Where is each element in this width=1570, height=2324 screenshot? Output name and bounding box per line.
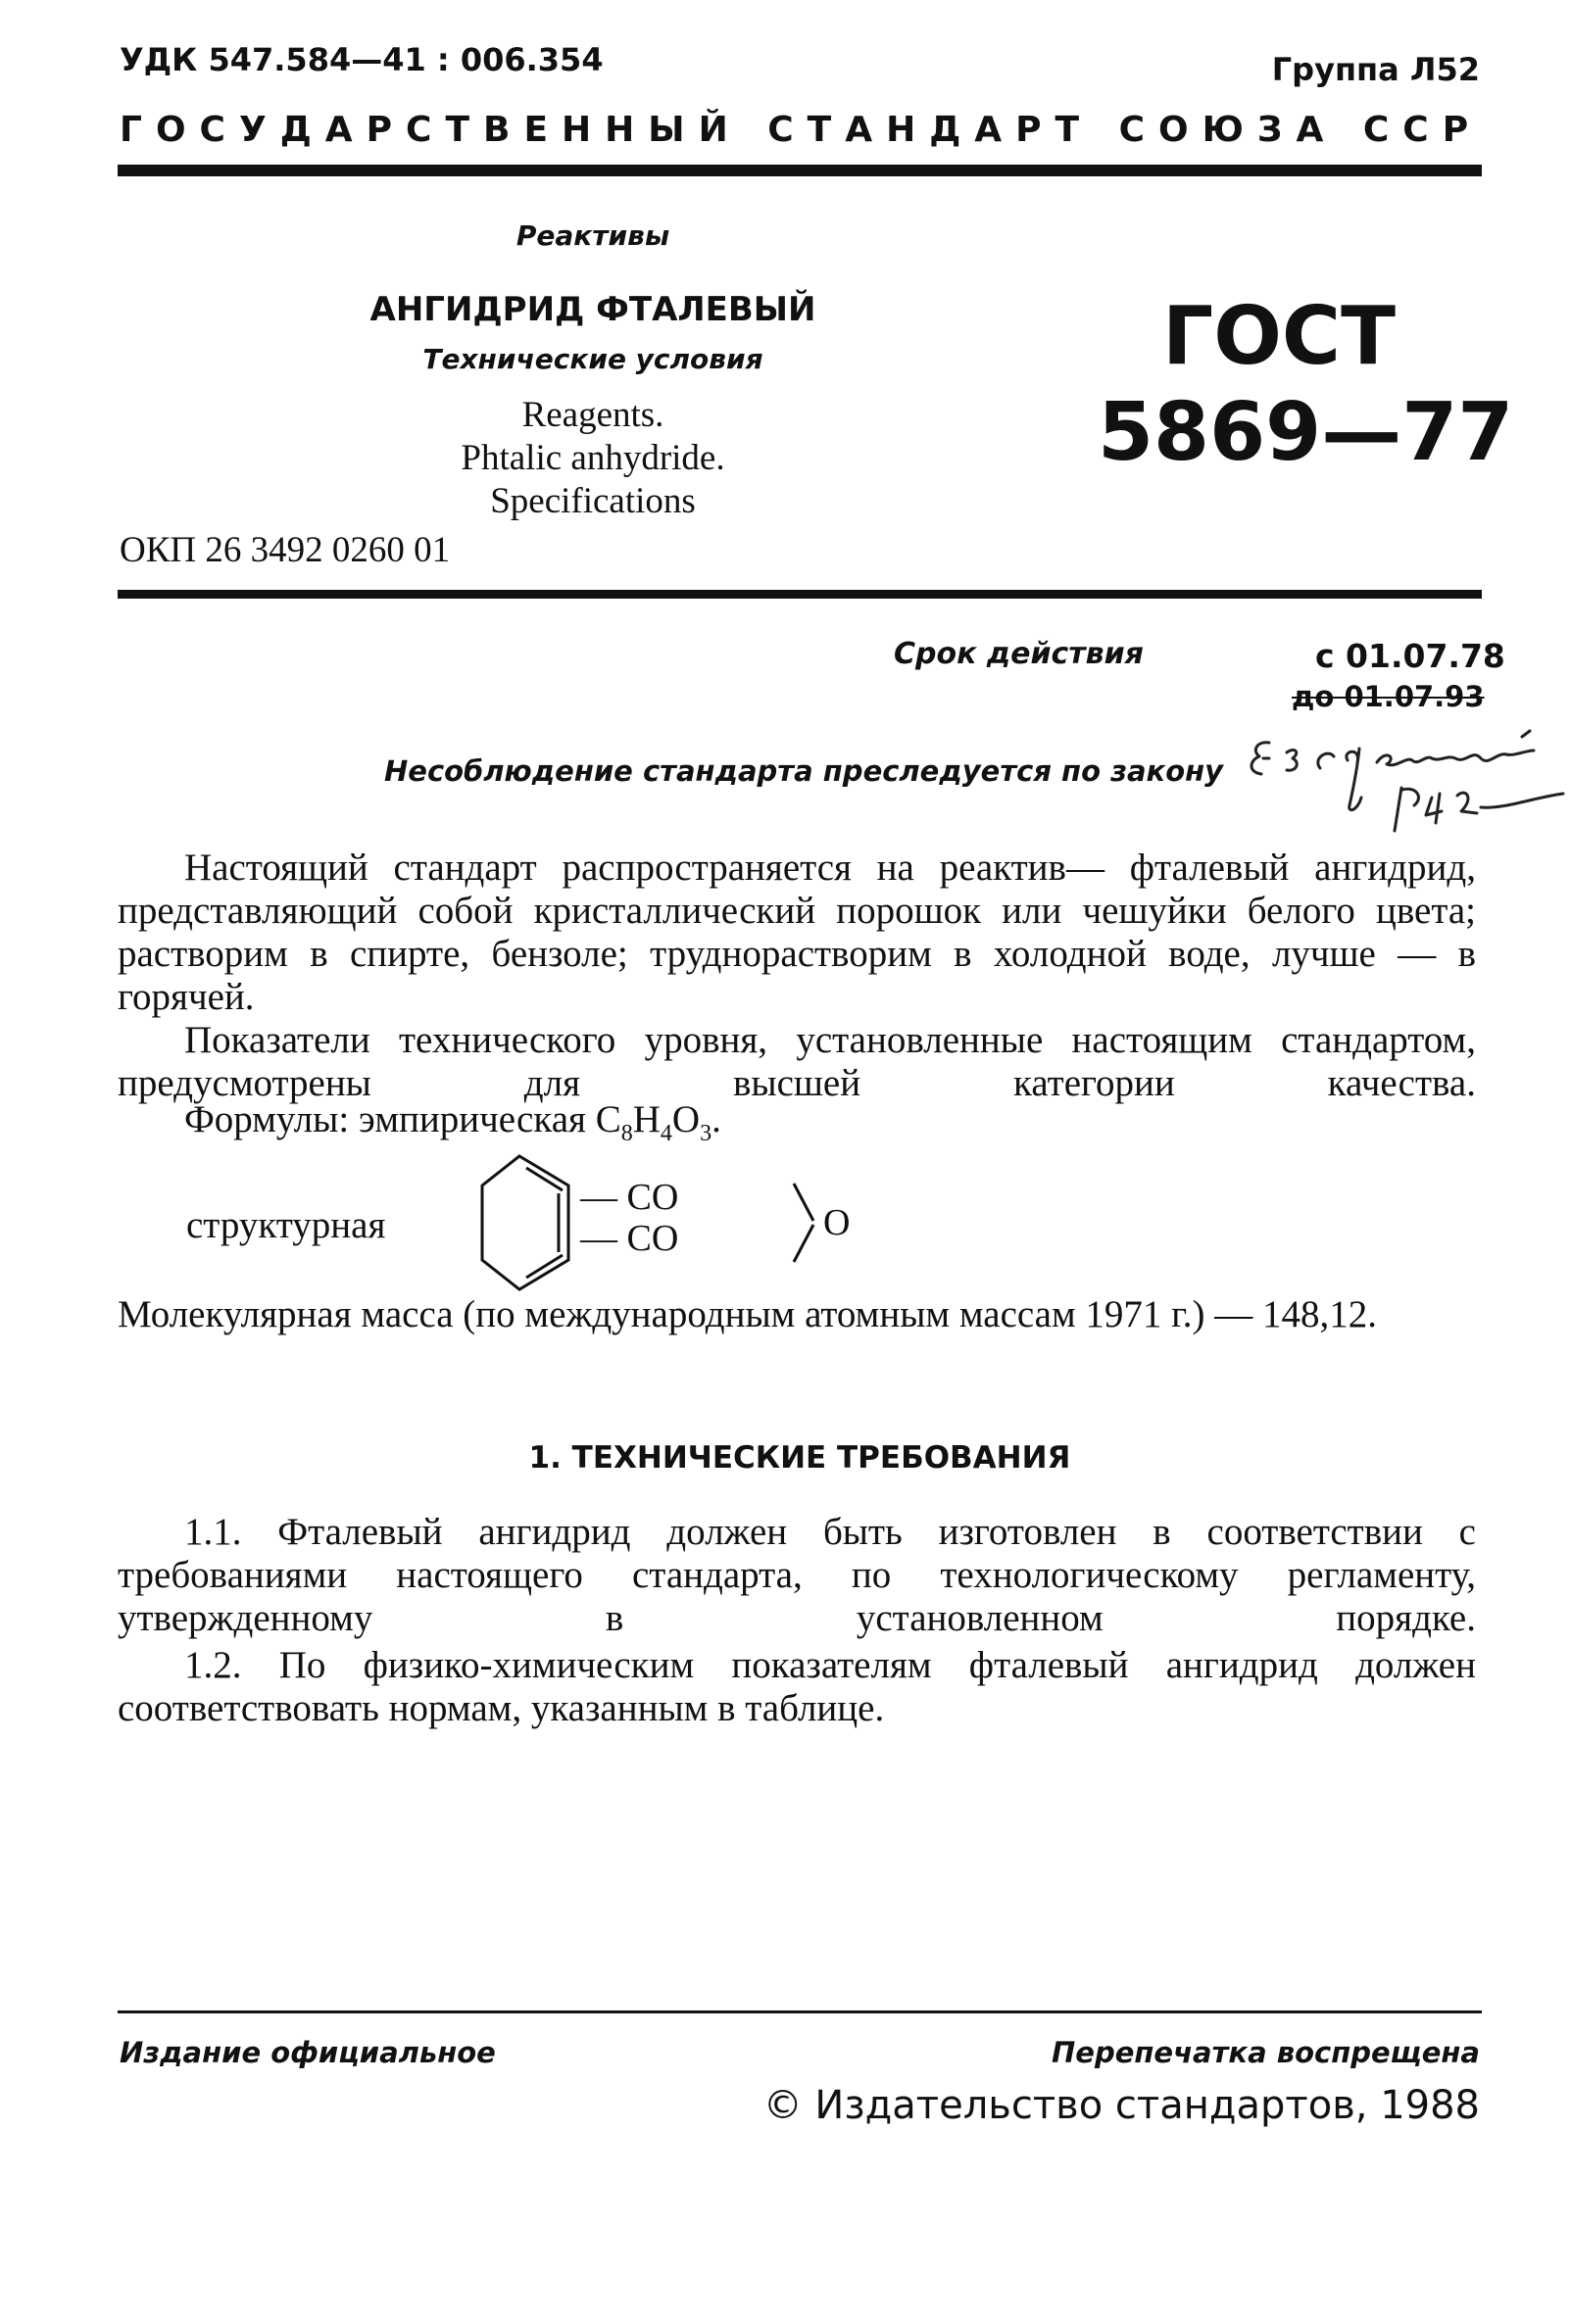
section-heading: 1. ТЕХНИЧЕСКИЕ ТРЕБОВАНИЯ xyxy=(528,1440,1071,1476)
reagents-label: Реактивы xyxy=(515,219,670,252)
title-rule xyxy=(118,590,1482,599)
structural-formula xyxy=(470,1144,862,1301)
udk-code: УДК 547.584—41 : 006.354 xyxy=(120,41,604,78)
handwritten-note xyxy=(1240,729,1570,847)
carbonyl-group-2: — CO xyxy=(580,1218,679,1259)
group-code: Группа Л52 xyxy=(1271,51,1480,88)
quality-paragraph: Показатели технического уровня, установленные настоящим стандартом, предусмотрены для высшей категории качества. xyxy=(118,1019,1476,1104)
copyright: © Издательство стандартов, 1988 xyxy=(762,2083,1480,2128)
empirical-formula xyxy=(184,1097,721,1147)
english-title xyxy=(294,394,892,523)
validity-to-crossed: до 01.07.93 xyxy=(1292,680,1485,713)
english-title-line: Phtalic anhydride. xyxy=(461,438,725,478)
header-rule xyxy=(118,165,1482,176)
carbonyl-group-1: — CO xyxy=(580,1177,679,1218)
validity-from: с 01.07.78 xyxy=(1315,637,1505,675)
official-edition: Издание официальное xyxy=(120,2036,496,2069)
clause-1-1: 1.1. Фталевый ангидрид должен быть изготовлен в соответствии с требованиями настоящего стандарта, по технологическому регламенту, утвержденному в установленном порядке. xyxy=(118,1511,1476,1639)
validity-label: Срок действия xyxy=(894,637,1144,671)
formula-label: Формулы: эмпирическая xyxy=(184,1098,586,1140)
molecular-mass-paragraph: Молекулярная масса (по международным атомным массам 1971 г.) — 148,12. xyxy=(118,1293,1378,1335)
footer-rule xyxy=(118,2010,1482,2013)
gost-designation xyxy=(1098,289,1514,481)
gost-number: 5869—77 xyxy=(1098,386,1514,479)
intro-paragraph: Настоящий стандарт распространяется на реактив— фталевый ангидрид, представляющий собой кристаллический порошок или чешуйки белого цвета; растворим в спирте, бензоле; труднорастворим в холодной воде, лучше — в горячей. xyxy=(118,847,1476,1018)
product-name: АНГИДРИД ФТАЛЕВЫЙ xyxy=(369,290,816,329)
law-notice: Несоблюдение стандарта преследуется по закону xyxy=(384,754,1224,788)
english-title-line: Reagents. xyxy=(521,395,664,435)
structural-label: структурная xyxy=(186,1204,386,1246)
gost-label: ГОСТ xyxy=(1161,290,1397,383)
english-title-line: Specifications xyxy=(490,481,696,521)
okp-code: ОКП 26 3492 0260 01 xyxy=(120,530,451,570)
standard-heading: ГОСУДАРСТВЕННЫЙ СТАНДАРТ СОЮЗА ССР xyxy=(120,110,1483,150)
conditions-label: Технические условия xyxy=(422,343,763,375)
benzene-ring xyxy=(482,1156,568,1289)
clause-1-2: 1.2. По физико-химическим показателям фталевый ангидрид должен соответствовать нормам, указанным в таблице. xyxy=(118,1644,1476,1729)
formula-value: $C_8H_4O_3$. xyxy=(595,1098,721,1146)
oxygen-bridge: O xyxy=(823,1202,851,1243)
reprint-notice: Перепечатка воспрещена xyxy=(1052,2036,1480,2069)
